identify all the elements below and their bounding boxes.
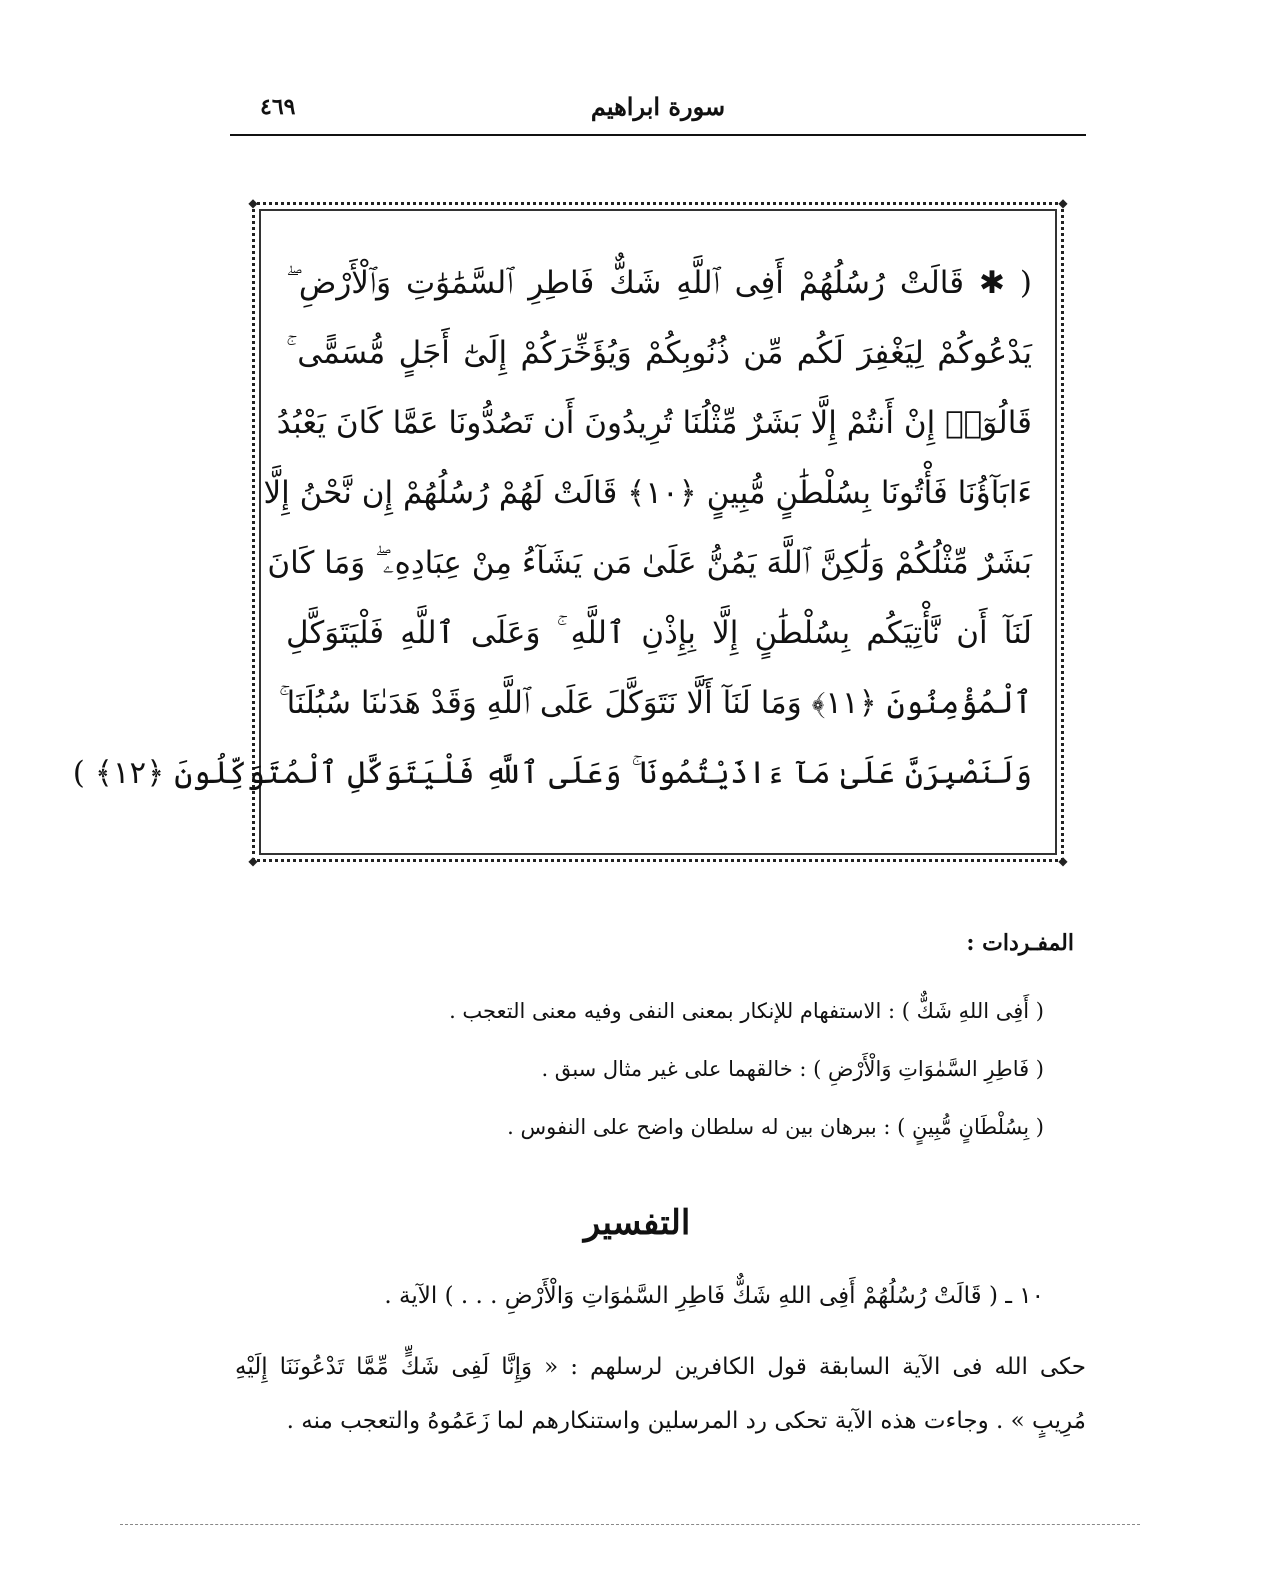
frame-corner-ornament-bottom-right: ◆ — [1058, 854, 1068, 868]
verse-line: بَشَرٌ مِّثْلُكُمْ وَلَٰكِنَّ ٱللَّهَ يَمُنُّ عَلَىٰ مَن يَشَآءُ مِنْ عِبَادِهِۦ ۖ وَمَا كَانَ — [267, 545, 1032, 581]
tafsir-heading: التفسير — [583, 1203, 691, 1243]
tafsir-verse-reference: ١٠ ـ ( قَالَتْ رُسُلُهُمْ أَفِى اللهِ شَكٌّ فَاطِرِ السَّمٰوَاتِ وَالْأَرْضِ . . . ) الآية . — [384, 1283, 1044, 1309]
glossary-item: ( بِسُلْطَانٍ مُّبِينٍ ) : ببرهان بين له سلطان واضح على النفوس . — [507, 1115, 1044, 1139]
bottom-divider — [120, 1524, 1140, 1525]
verse-line: ( ✱ قَالَتْ رُسُلُهُمْ أَفِى ٱللَّهِ شَكٌّ فَاطِرِ ٱلسَّمَٰوَٰتِ وَٱلْأَرْضِ ۖ — [286, 265, 1032, 301]
surah-title: سورة ابراهيم — [590, 92, 726, 121]
verse-line: وَلَنَصْبِرَنَّ عَلَىٰ مَآ ءَاذَيْتُمُونَا ۚ وَعَلَى ٱللَّهِ فَلْيَتَوَكَّلِ ٱلْمُتَوَكِّلُونَ ﴿١٢﴾ ) — [72, 755, 1032, 791]
verse-line: قَالُوٓا۟ إِنْ أَنتُمْ إِلَّا بَشَرٌ مِّثْلُنَا تُرِيدُونَ أَن تَصُدُّونَا عَمَّا كَانَ يَعْبُدُ — [276, 405, 1032, 441]
glossary-item: ( فَاطِرِ السَّمٰوَاتِ وَالْأَرْضِ ) : خالقهما على غير مثال سبق . — [541, 1057, 1044, 1081]
frame-corner-ornament-top-left: ◆ — [248, 196, 258, 210]
verse-line: لَنَآ أَن نَّأْتِيَكُم بِسُلْطَٰنٍ إِلَّا بِإِذْنِ ٱللَّهِ ۚ وَعَلَى ٱللَّهِ فَلْيَتَوَكَّلِ — [286, 615, 1032, 651]
verse-line: يَدْعُوكُمْ لِيَغْفِرَ لَكُم مِّن ذُنُوبِكُمْ وَيُؤَخِّرَكُمْ إِلَىٰٓ أَجَلٍ مُّسَمًّى ۚ — [286, 335, 1032, 371]
glossary-heading: المفـردات : — [966, 930, 1074, 956]
header-divider — [230, 134, 1086, 136]
paragraph-line: حكى الله فى الآية السابقة قول الكافرين لرسلهم : « وَإِنَّا لَفِى شَكٍّ مِّمَّا تَدْعُونَنَا إِلَيْهِ — [235, 1354, 1086, 1380]
paragraph-line: مُرِيبٍ » . وجاءت هذه الآية تحكى رد المرسلين واستنكارهم لما زَعَمُوهُ والتعجب منه . — [286, 1408, 1086, 1434]
frame-corner-ornament-bottom-left: ◆ — [248, 854, 258, 868]
page-header — [230, 92, 1086, 134]
page-number: ٤٦٩ — [260, 94, 296, 120]
frame-corner-ornament-top-right: ◆ — [1058, 196, 1068, 210]
verse-line: ءَابَآؤُنَا فَأْتُونَا بِسُلْطَٰنٍ مُّبِينٍ ﴿١٠﴾ قَالَتْ لَهُمْ رُسُلُهُمْ إِن نَّحْنُ إِلَّا — [263, 475, 1032, 511]
glossary-item: ( أَفِى اللهِ شَكٌّ ) : الاستفهام للإنكار بمعنى النفى وفيه معنى التعجب . — [449, 999, 1044, 1023]
quran-verses — [72, 248, 1032, 808]
verse-line: ٱلْمُؤْمِنُونَ ﴿١١﴾ وَمَا لَنَآ أَلَّا نَتَوَكَّلَ عَلَى ٱللَّهِ وَقَدْ هَدَىٰنَا سُبُلَنَا ۚ — [278, 685, 1032, 721]
tafsir-paragraph — [235, 1340, 1086, 1448]
glossary-list — [344, 990, 1044, 1164]
